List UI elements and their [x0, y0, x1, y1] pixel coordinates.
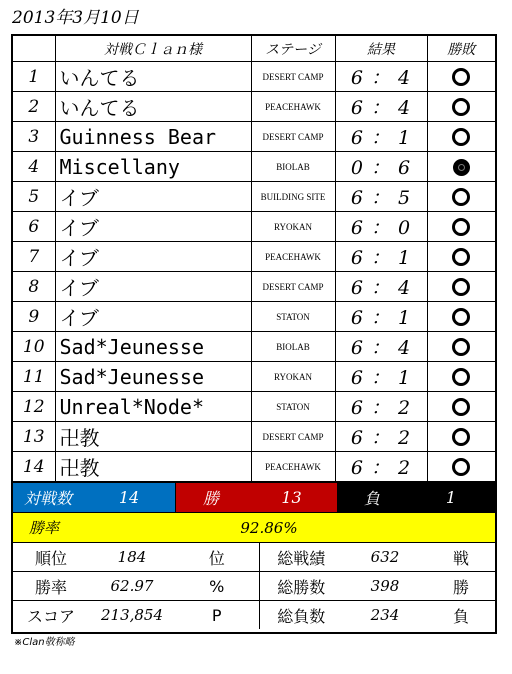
opponent-clan: イブ	[55, 182, 251, 212]
open-circle-icon	[452, 68, 470, 86]
match-score: 6 ： 4	[335, 62, 427, 92]
stats-row-rate	[13, 572, 495, 601]
table-row	[13, 242, 495, 272]
matches-count-cell	[13, 483, 175, 512]
match-score: 6 ： 2	[335, 392, 427, 422]
total-losses-label: 総負数	[277, 606, 326, 626]
match-number: 9	[13, 302, 55, 332]
match-number: 6	[13, 212, 55, 242]
open-circle-icon	[452, 278, 470, 296]
score-label: スコア	[26, 606, 75, 626]
results-sheet	[11, 34, 497, 634]
stage-name: RYOKAN	[251, 212, 335, 242]
rank-unit: 位	[175, 543, 259, 572]
match-score: 6 ： 1	[335, 122, 427, 152]
match-number: 8	[13, 272, 55, 302]
win-loss-cell	[427, 422, 495, 452]
stage-name: DESERT CAMP	[251, 122, 335, 152]
opponent-clan: イブ	[55, 302, 251, 332]
win-loss-cell	[427, 122, 495, 152]
matches-count-value: 14	[118, 488, 140, 507]
score-value: 213,854	[100, 606, 164, 624]
table-row	[13, 212, 495, 242]
opponent-clan: イブ	[55, 212, 251, 242]
header-opponent: 対戦Ｃｌａｎ様	[55, 36, 251, 62]
win-loss-cell	[427, 332, 495, 362]
match-number: 3	[13, 122, 55, 152]
stage-name: DESERT CAMP	[251, 422, 335, 452]
win-rate-value: 92.86%	[240, 518, 298, 537]
stage-name: STATON	[251, 302, 335, 332]
rate-value: 62.97	[89, 572, 175, 601]
open-circle-icon	[452, 368, 470, 386]
header-winloss: 勝敗	[427, 36, 495, 62]
match-score: 6 ： 4	[335, 332, 427, 362]
header-no	[13, 36, 55, 62]
footnote: ※Clan敬称略	[14, 637, 75, 648]
match-number: 10	[13, 332, 55, 362]
table-row	[13, 452, 495, 482]
opponent-clan: イブ	[55, 272, 251, 302]
open-circle-icon	[452, 218, 470, 236]
stage-name: BIOLAB	[251, 332, 335, 362]
match-number: 2	[13, 92, 55, 122]
table-row	[13, 92, 495, 122]
score-unit: P	[175, 601, 259, 630]
open-circle-icon	[452, 308, 470, 326]
total-record-label: 総戦績	[259, 543, 343, 572]
win-rate-label: 勝率	[29, 519, 60, 537]
match-table	[13, 36, 495, 482]
table-row	[13, 422, 495, 452]
opponent-clan: いんてる	[55, 92, 251, 122]
open-circle-icon	[452, 248, 470, 266]
open-circle-icon	[452, 98, 470, 116]
total-losses-unit: 負	[452, 606, 469, 626]
win-loss-cell	[427, 392, 495, 422]
opponent-clan: Sad*Jeunesse	[55, 362, 251, 392]
win-loss-cell	[427, 302, 495, 332]
win-loss-cell	[427, 182, 495, 212]
match-number: 13	[13, 422, 55, 452]
win-loss-cell	[427, 92, 495, 122]
match-number: 11	[13, 362, 55, 392]
match-score: 6 ： 5	[335, 182, 427, 212]
table-row	[13, 362, 495, 392]
matches-count-label: 対戦数	[23, 489, 72, 508]
losses-count-cell	[337, 483, 495, 512]
opponent-clan: Miscellany	[55, 152, 251, 182]
stage-name: BUILDING SITE	[251, 182, 335, 212]
opponent-clan: Sad*Jeunesse	[55, 332, 251, 362]
table-row	[13, 182, 495, 212]
losses-count-value: 1	[445, 488, 457, 507]
match-number: 12	[13, 392, 55, 422]
rank-value: 184	[89, 543, 175, 572]
stats-row-rank	[13, 543, 495, 572]
match-score: 6 ： 1	[335, 242, 427, 272]
total-wins-label: 総勝数	[259, 572, 343, 601]
header-stage: ステージ	[251, 36, 335, 62]
win-loss-cell	[427, 362, 495, 392]
opponent-clan: 卍教	[55, 452, 251, 482]
match-number: 1	[13, 62, 55, 92]
stage-name: RYOKAN	[251, 362, 335, 392]
open-circle-icon	[452, 458, 470, 476]
total-wins-value: 398	[343, 572, 427, 601]
table-row	[13, 152, 495, 182]
win-loss-cell	[427, 452, 495, 482]
win-loss-cell	[427, 62, 495, 92]
match-number: 7	[13, 242, 55, 272]
total-wins-unit: 勝	[427, 572, 495, 601]
opponent-clan: イブ	[55, 242, 251, 272]
total-record-value: 632	[343, 543, 427, 572]
open-circle-icon	[452, 338, 470, 356]
match-score: 0 ： 6	[335, 152, 427, 182]
wins-count-cell	[175, 483, 337, 512]
table-header	[13, 36, 495, 62]
table-row	[13, 302, 495, 332]
match-score: 6 ： 0	[335, 212, 427, 242]
opponent-clan: Unreal*Node*	[55, 392, 251, 422]
win-loss-cell	[427, 272, 495, 302]
table-row	[13, 122, 495, 152]
match-score: 6 ： 2	[335, 452, 427, 482]
match-score: 6 ： 1	[335, 302, 427, 332]
header-result: 結果	[335, 36, 427, 62]
opponent-clan: 卍教	[55, 422, 251, 452]
match-score: 6 ： 1	[335, 362, 427, 392]
rate-unit: %	[175, 572, 259, 601]
win-loss-cell	[427, 242, 495, 272]
match-number: 14	[13, 452, 55, 482]
stage-name: BIOLAB	[251, 152, 335, 182]
match-summary	[13, 482, 495, 512]
total-record-unit: 戦	[427, 543, 495, 572]
open-circle-icon	[452, 188, 470, 206]
open-circle-icon	[452, 398, 470, 416]
stage-name: PEACEHAWK	[251, 452, 335, 482]
table-row	[13, 272, 495, 302]
stage-name: DESERT CAMP	[251, 272, 335, 302]
filled-circle-icon	[453, 159, 470, 176]
report-date: 2013年3月10日	[12, 8, 139, 28]
stage-name: PEACEHAWK	[251, 242, 335, 272]
stage-name: STATON	[251, 392, 335, 422]
wins-count-label: 勝	[202, 489, 219, 508]
rank-label: 順位	[13, 543, 89, 572]
table-row	[13, 392, 495, 422]
stats-row-score	[13, 601, 495, 630]
match-number: 4	[13, 152, 55, 182]
stats-table	[13, 543, 495, 629]
win-loss-cell	[427, 212, 495, 242]
table-row	[13, 332, 495, 362]
win-rate-bar	[13, 512, 495, 543]
match-score: 6 ： 2	[335, 422, 427, 452]
stage-name: PEACEHAWK	[251, 92, 335, 122]
rate-label: 勝率	[13, 572, 89, 601]
table-row	[13, 62, 495, 92]
opponent-clan: Guinness Bear	[55, 122, 251, 152]
losses-count-label: 負	[363, 489, 380, 508]
open-circle-icon	[452, 128, 470, 146]
match-score: 6 ： 4	[335, 272, 427, 302]
open-circle-icon	[452, 428, 470, 446]
match-number: 5	[13, 182, 55, 212]
match-score: 6 ： 4	[335, 92, 427, 122]
win-loss-cell	[427, 152, 495, 182]
stage-name: DESERT CAMP	[251, 62, 335, 92]
wins-count-value: 13	[281, 488, 302, 507]
total-losses-value: 234	[370, 606, 400, 624]
opponent-clan: いんてる	[55, 62, 251, 92]
